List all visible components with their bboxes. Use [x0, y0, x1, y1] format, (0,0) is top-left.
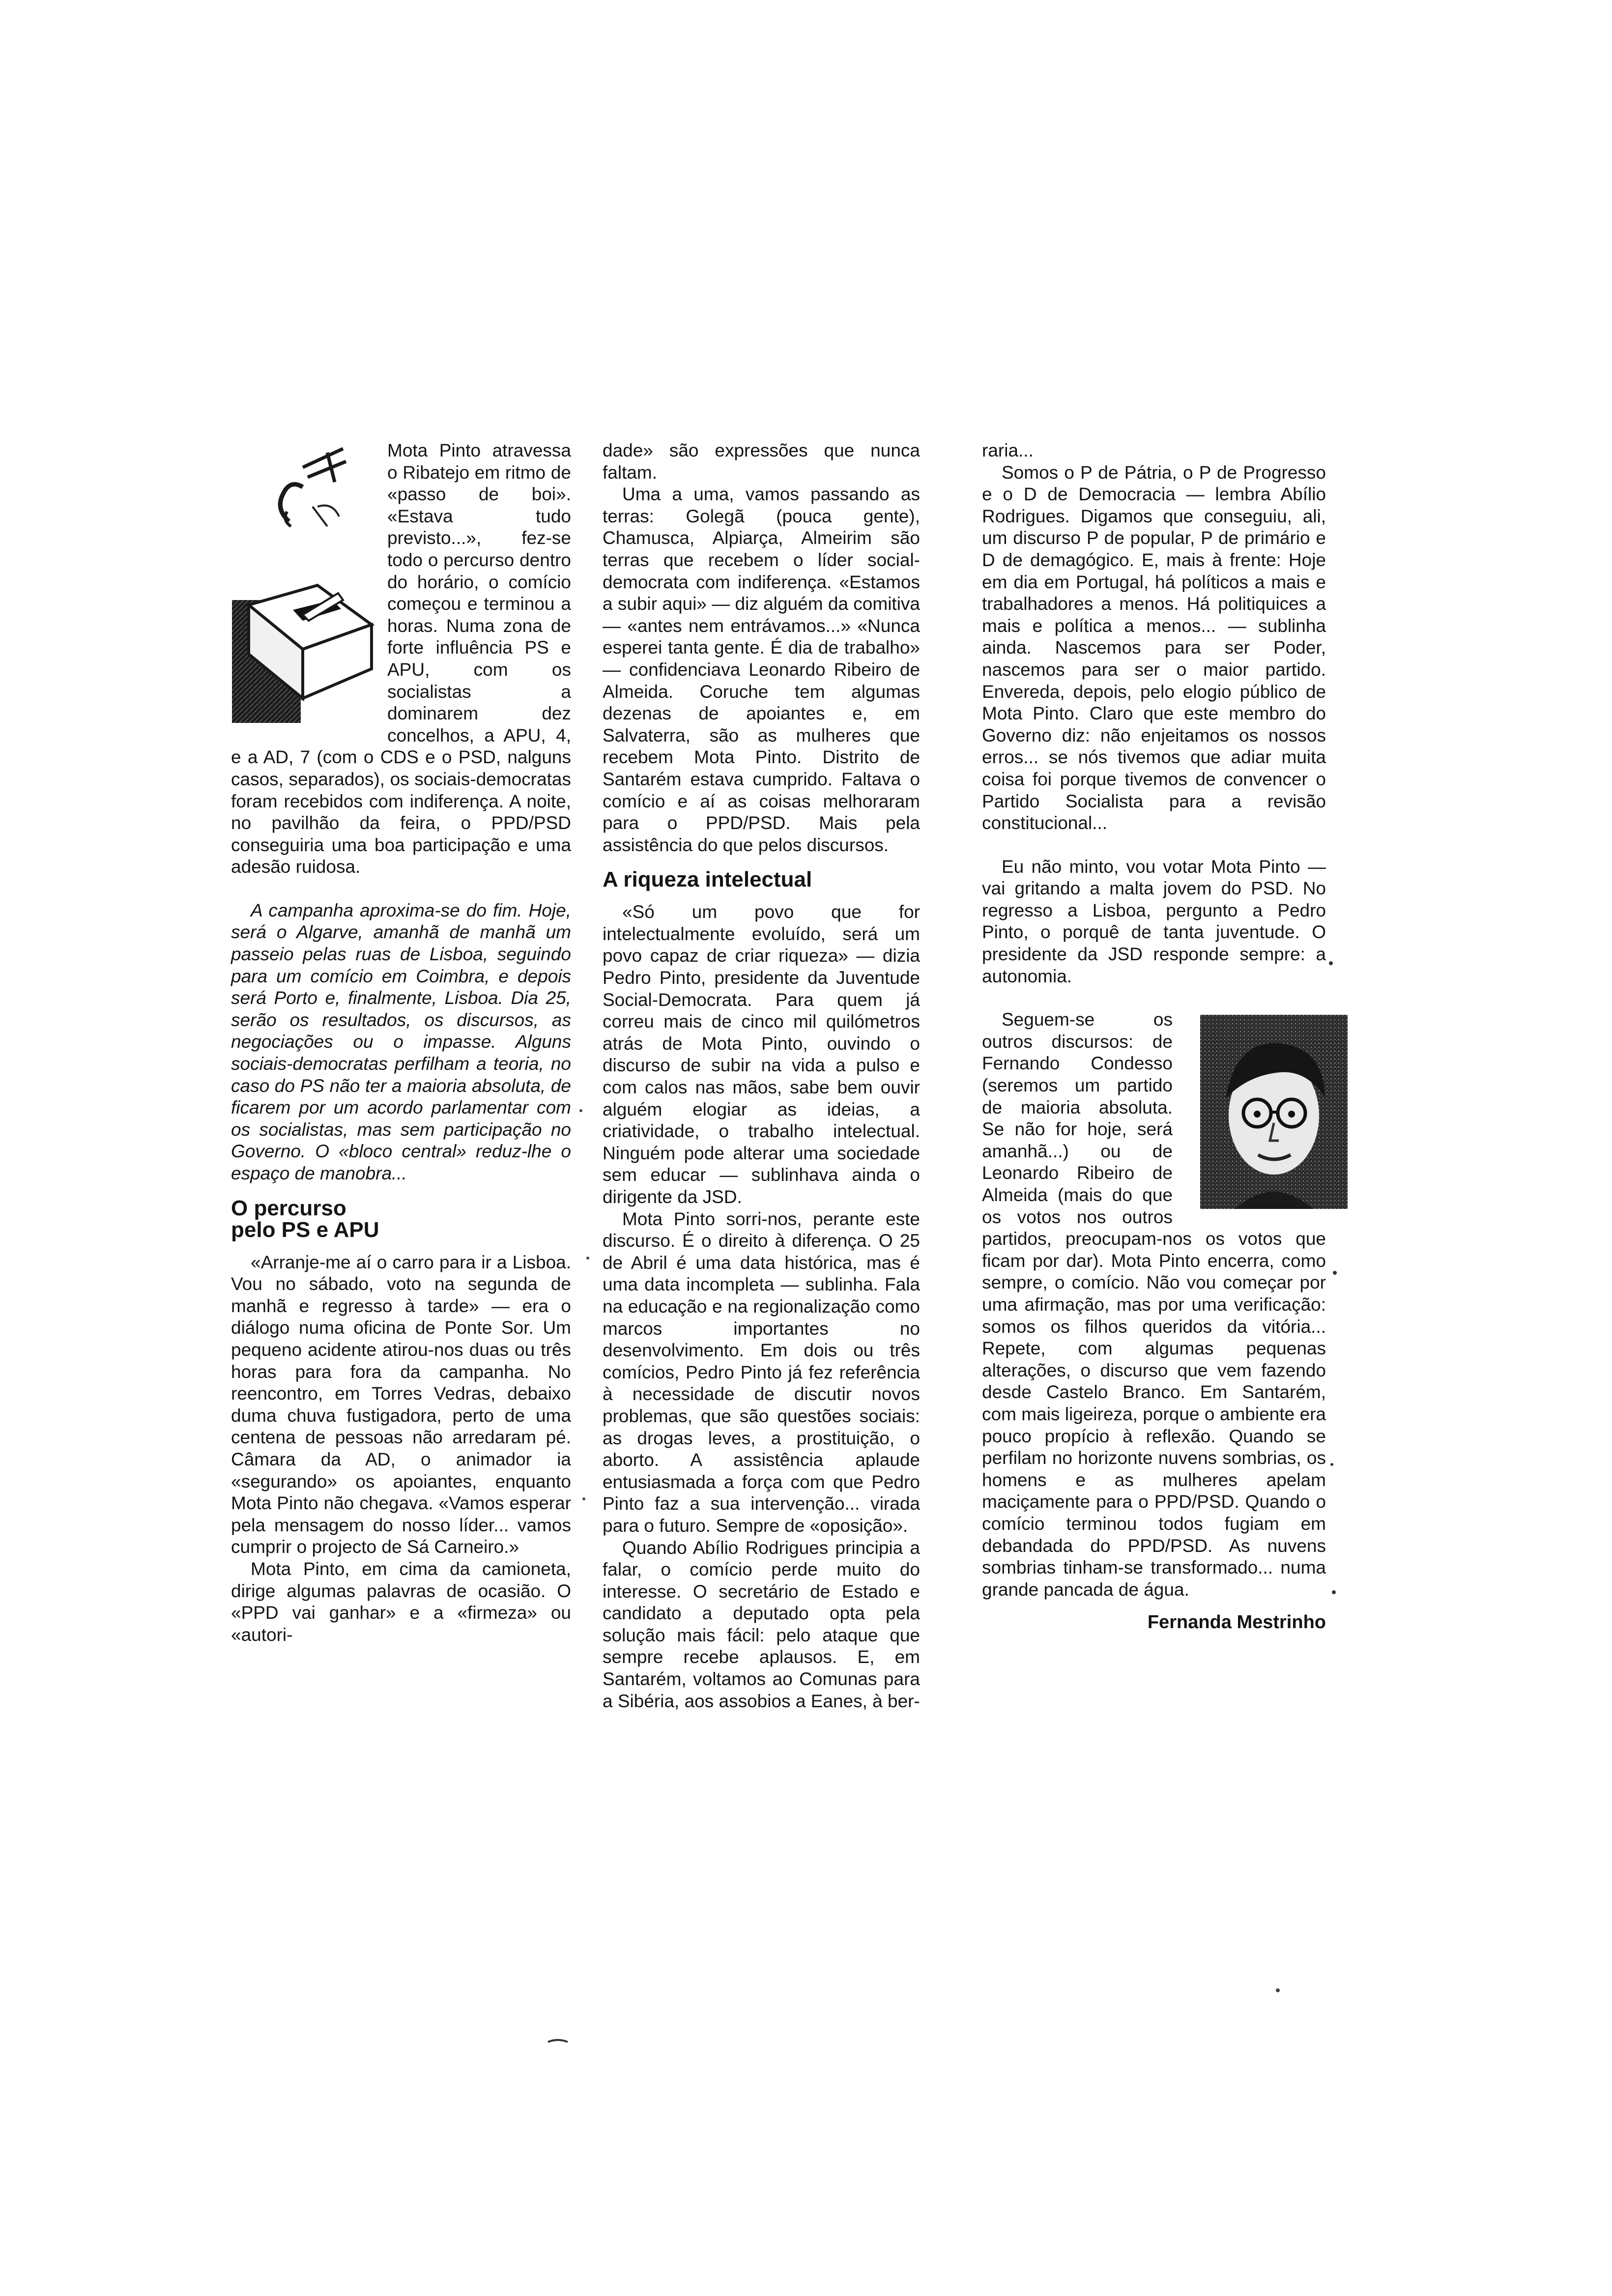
col1-paragraph-2: A campanha aproxima-se do fim. Hoje, será o Algarve, amanhã de manhã um passeio pelas ruas de Lisboa, seguindo para um comício em Coimbra, e depois será Porto e, finalmente, Lisboa. Dia 25, serão os resultados, os discursos, as negociações ou o impasse. Alguns sociais-democratas perfilham a teoria, no caso do PS não ter a maioria absoluta, de ficarem por um acordo parlamentar com os socialistas, mas sem participação no Governo. O «bloco central» reduz-lhe o espaço de manobra...: [231, 900, 571, 1183]
col2-paragraph-4: Mota Pinto sorri-nos, perante este discurso. É o direito à diferença. O 25 de Abril é uma data histórica, mas é uma data incompleta — sublinha. Fala na educação e na regionalização como marcos importantes no desenvolvimento. Em dois ou três comícios, Pedro Pinto já fez referência à necessidade de discutir novos problemas, que são questões sociais: as drogas leves, a prostituição, o aborto. A assistência aplaude entusiasmada a força com que Pedro Pinto faz a sua intervenção... virada para o futuro. Sempre de «oposição».: [603, 1208, 920, 1536]
col1-paragraph-4: Mota Pinto, em cima da camioneta, dirige algumas palavras de ocasião. O «PPD vai ganhar» e a «firmeza» ou «autori-: [231, 1558, 571, 1645]
col1-paragraph-3: «Arranje-me aí o carro para ir a Lisboa. Vou no sábado, voto na segunda de manhã e regresso à tarde» — era o diálogo numa oficina de Ponte Sor. Um pequeno acidente atirou-nos duas ou três horas para fora da campanha. No reencontro, em Torres Vedras, debaixo duma chuva fustigadora, perto de uma centena de pessoas não arredaram pé. Câmara da AD, o animador ia «segurando» os apoiantes, enquanto Mota Pinto não chegava. «Vamos esperar pela mensagem do nosso líder... vamos cumprir o projecto de Sá Carneiro.»: [231, 1252, 571, 1557]
col2-paragraph-2: Uma a uma, vamos passando as terras: Golegã (pouca gente), Chamusca, Alpiarça, Almeirim são terras que recebem o líder social-democrata com indiferença. «Estamos a subir aqui» — diz alguém da comitiva — «antes nem entrávamos...» «Nunca esperei tanta gente. É dia de trabalho» — confidenciava Leonardo Ribeiro de Almeida. Coruche tem algumas dezenas de apoiantes e, em Salvaterra, são as mulheres que recebem Mota Pinto. Distrito de Santarém estava cumprido. Faltava o comício e aí as coisas melhoraram para o PPD/PSD. Mais pela assistência do que pelos discursos.: [603, 484, 920, 855]
article-column-3: [982, 440, 1326, 1634]
col2-paragraph-5: Quando Abílio Rodrigues principia a falar, o comício perde muito do interesse. O secretário de Estado e candidato a deputado opta pela solução mais fácil: pelo ataque que sempre recebe aplausos. E, em Santarém, voltamos ao Comunas para a Sibéria, aos assobios a Eanes, à ber-: [603, 1537, 920, 1711]
col1-paragraph-1: Mota Pinto atravessa o Ribatejo em ritmo de «passo de boi». «Estava tudo previsto...», fez-se todo o percurso dentro do horário, o comício começou e terminou a horas. Numa zona de forte influência PS e APU, com os socialistas a dominarem dez concelhos, a APU, 4, e a AD, 7 (com o CDS e o PSD, nalguns casos, separados), os sociais-democratas foram recebidos com indiferença. A noite, no pavilhão da feira, o PPD/PSD conseguiria uma boa participação e uma adesão ruidosa.: [231, 440, 571, 877]
ballot-box-illustration: [229, 438, 376, 728]
col3-paragraph-3: Eu não minto, vou votar Mota Pinto — vai gritando a malta jovem do PSD. No regresso a Lisboa, pergunto a Pedro Pinto, o porquê de tanta juventude. O presidente da JSD responde sempre: a autonomia.: [982, 856, 1326, 986]
ballot-box-icon: [229, 438, 376, 728]
col3-paragraph-4-text: Seguem-se os outros discursos: de Fernando Condesso (seremos um partido de maioria absoluta. Se não for hoje, será amanhã...) ou de Leonardo Ribeiro de Almeida (mais do que os votos nos outros partidos, preocupam-nos os votos que ficam por dar). Mota Pinto encerra, como sempre, o comício. Não vou começar por uma afirmação, mas por uma verificação: somos os filhos queridos da vitória... Repete, com algumas pequenas alterações, o discurso que vem fazendo desde Castelo Branco. Em Santarém, com mais ligeireza, porque o ambiente era pouco propício à reflexão. Quando se perfilam no horizonte nuvens sombrias, os homens e as mulheres apelam maciçamente para o PPD/PSD. Quando o comício terminou todos fugiam em debandada do PPD/PSD. As nuvens sombrias tinham-se transformado... numa grande pancada de água.: [982, 1009, 1326, 1600]
portrait-icon: [1200, 1015, 1348, 1209]
section-heading-percurso-line2: pelo PS e APU: [231, 1217, 379, 1242]
col2-paragraph-1: dade» são expressões que nunca faltam.: [603, 440, 920, 483]
section-heading-percurso-line1: O percurso: [231, 1196, 346, 1220]
section-heading-percurso: [231, 1198, 571, 1241]
byline: Fernanda Mestrinho: [1147, 1612, 1326, 1633]
col2-paragraph-3: «Só um povo que for intelectualmente evoluído, será um povo capaz de criar riqueza» — dizia Pedro Pinto, presidente da Juventude Social-Democrata. Para quem já correu mais de cinco mil quilómetros atrás de Mota Pinto, ouvindo o discurso de subir na vida a pulso e com calos nas mãos, sabe bem ouvir alguém elogiar as ideias, a criatividade, o trabalho intelectual. Ninguém pode alterar uma sociedade sem educar — sublinhava ainda o dirigente da JSD.: [603, 902, 920, 1207]
article-column-1: [231, 440, 571, 1646]
article-column-2: [603, 440, 920, 1712]
section-heading-riqueza: A riqueza intelectual: [603, 867, 812, 892]
author-portrait: [1180, 1015, 1328, 1209]
col3-paragraph-4: [982, 1009, 1326, 1601]
col3-paragraph-2: Somos o P de Pátria, o P de Progresso e o D de Democracia — lembra Abílio Rodrigues. Digamos que conseguiu, ali, um discurso P de popular, P de primário e D de demagógico. E, mais à frente: Hoje em dia em Portugal, há políticos a mais e trabalhadores a menos. Há politiquices a mais e política a menos... — sublinha ainda. Nascemos para ser Poder, nascemos para ser o maior partido. Enveredа, depois, pelo elogio público de Mota Pinto. Claro que este membro do Governo diz: não enjeitamos os nossos erros... se nós tivemos que adiar muita coisa foi porque tivemos de convencer o Partido Socialista para a revisão constitucional...: [982, 462, 1326, 833]
col3-paragraph-1: raria...: [982, 440, 1034, 460]
